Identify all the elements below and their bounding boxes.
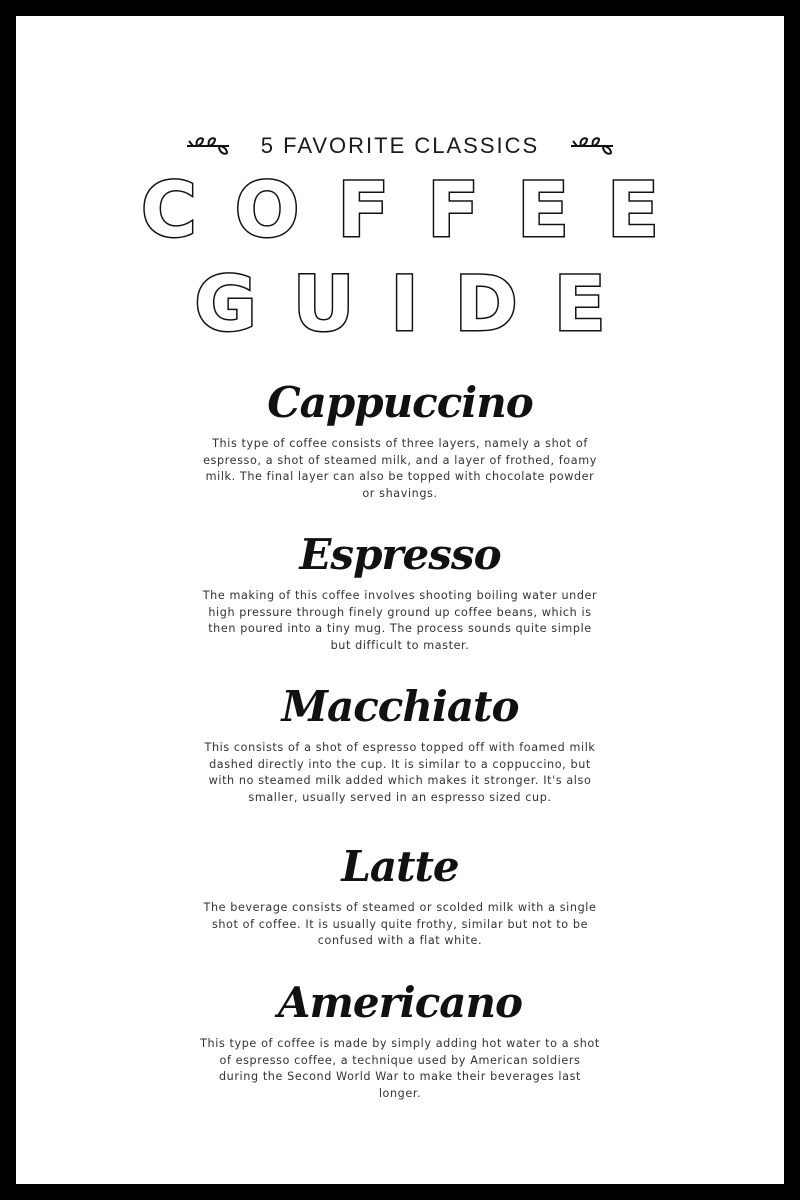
subtitle: 5 FAVORITE CLASSICS bbox=[260, 133, 540, 158]
drink-description: The beverage consists of steamed or scolded milk with a single shot of coffee. It is usually quite frothy, similar but not to be confused with a flat white. bbox=[203, 901, 597, 947]
drink-name: Latte bbox=[341, 842, 459, 891]
drink-name: Cappuccino bbox=[267, 378, 533, 427]
drink-name: Macchiato bbox=[281, 682, 519, 731]
drink-americano bbox=[200, 978, 600, 1102]
sprig-icon bbox=[185, 135, 231, 157]
subtitle-row bbox=[16, 128, 784, 164]
drink-macchiato bbox=[200, 682, 600, 806]
drink-name: Espresso bbox=[299, 530, 501, 579]
drink-cappuccino bbox=[200, 378, 600, 502]
drink-name: Americano bbox=[277, 978, 523, 1027]
drink-description: This type of coffee consists of three layers, namely a shot of espresso, a shot of steamed milk, and a layer of frothed, foamy milk. The final layer can also be topped with chocolate powder or shavings. bbox=[203, 437, 597, 500]
drink-latte bbox=[200, 842, 600, 950]
title-line-guide: GUIDE bbox=[194, 259, 642, 348]
drink-espresso bbox=[200, 530, 600, 654]
drink-description: The making of this coffee involves shooting boiling water under high pressure through finely ground up coffee beans, which is then poured into a tiny mug. The process sounds quite simple but difficult to master. bbox=[202, 589, 598, 652]
title-line-coffee: COFFEE bbox=[140, 165, 698, 254]
drink-description: This type of coffee is made by simply adding hot water to a shot of espresso coffee, a technique used by American soldiers during the Second World War to make their beverages last longer. bbox=[200, 1037, 600, 1100]
poster bbox=[16, 16, 784, 1184]
sprig-icon bbox=[569, 135, 615, 157]
drink-description: This consists of a shot of espresso topped off with foamed milk dashed directly into the cup. It is similar to a coppuccino, but with no steamed milk added which makes it stronger. It's also smaller, usually served in an espresso sized cup. bbox=[204, 741, 596, 804]
